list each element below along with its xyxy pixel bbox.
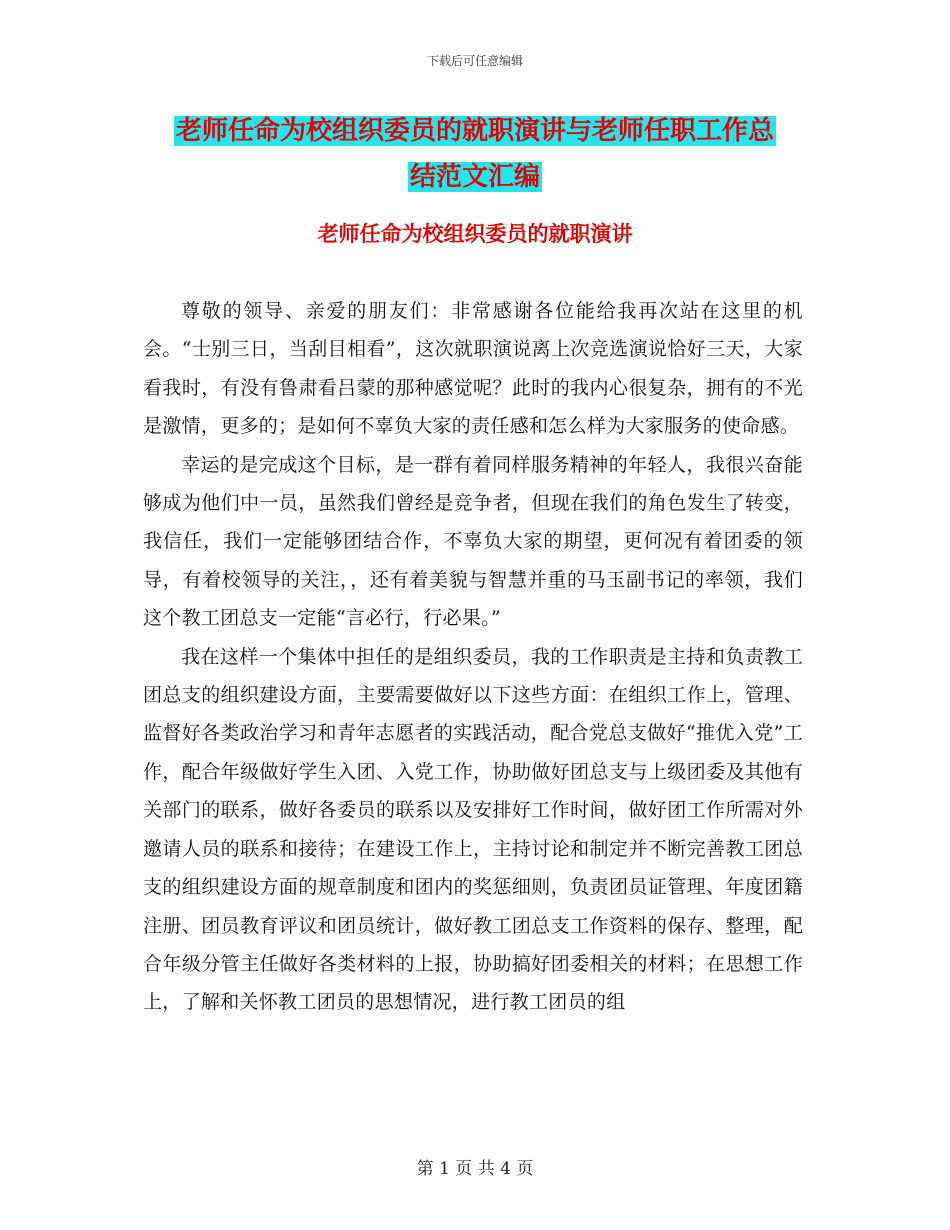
paragraph-2: 幸运的是完成这个目标，是一群有着同样服务精神的年轻人，我很兴奋能够成为他们中一员，虽然我们曾经是竞争者，但现在我们的角色发生了转变，我信任，我们一定能够团结合作，不辜负大家的期望，更何况有着团委的领导，有着校领导的关注，，还有着美貌与智慧并重的马玉副书记的率领，我们这个教工团总支一定能“言必行，行必果。” (143, 453, 803, 630)
paragraph-3: 我在这样一个集体中担任的是组织委员，我的工作职责是主持和负责教工团总支的组织建设方面，主要需要做好以下这些方面：在组织工作上，管理、监督好各类政治学习和青年志愿者的实践活动，配合党总支做好“推优入党”工作，配合年级做好学生入团、入党工作，协助做好团总支与上级团委及其他有关部门的联系，做好各委员的联系以及安排好工作时间，做好团工作所需对外邀请人员的联系和接待；在建设工作上，主持讨论和制定并不断完善教工团总支的组织建设方面的规章制度和团内的奖惩细则，负责团员证管理、年度团籍注册、团员教育评议和团员统计，做好教工团总支工作资料的保存、整理，配合年级分管主任做好各类材料的上报，协助搞好团委相关的材料；在思想工作上，了解和关怀教工团员的思想情况，进行教工团员的组 (143, 645, 803, 1014)
section-title: 老师任命为校组织委员的就职演讲 (317, 221, 633, 246)
title-line-2: 结范文汇编 (409, 162, 540, 192)
document-title (0, 108, 950, 200)
body-text (143, 292, 803, 1022)
header-note: 下载后可任意编辑 (426, 54, 523, 68)
paragraph-1: 尊敬的领导、亲爱的朋友们：非常感谢各位能给我再次站在这里的机会。“士别三日，当刮目相看”，这次就职演说离上次竞选演说恰好三天，大家看我时，有没有鲁肃看吕蒙的那种感觉呢？此时的我内心很复杂，拥有的不光是激情，更多的；是如何不辜负大家的责任感和怎么样为大家服务的使命感。 (143, 300, 803, 438)
title-line-1: 老师任命为校组织委员的就职演讲与老师任职工作总 (175, 116, 774, 146)
page-number-footer: 第 1 页 共 4 页 (416, 1159, 534, 1179)
